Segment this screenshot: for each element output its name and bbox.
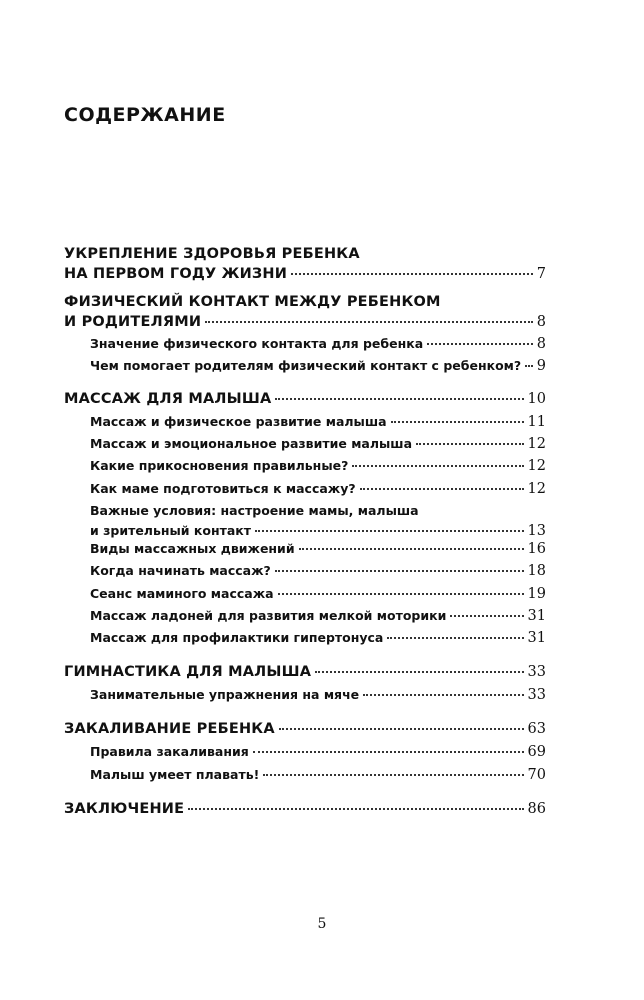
dot-leader	[363, 693, 523, 696]
toc-entry-title: НА ПЕРВОМ ГОДУ ЖИЗНИ	[64, 266, 288, 282]
toc-entry-title: Когда начинать массаж?	[90, 563, 271, 578]
dot-leader	[255, 529, 524, 532]
toc-entry-title-line1: Важные условия: настроение мамы, малыша	[90, 503, 419, 518]
toc-entry	[90, 687, 546, 707]
toc-entry	[90, 436, 546, 456]
dot-leader	[315, 670, 523, 673]
toc-entry-page: 16	[527, 541, 546, 557]
toc-entry-title: ГИМНАСТИКА ДЛЯ МАЛЫША	[64, 664, 312, 680]
toc-entry-page: 12	[527, 436, 546, 452]
dot-leader	[450, 614, 523, 617]
dot-leader	[278, 592, 524, 595]
toc-entry-title-line1: ФИЗИЧЕСКИЙ КОНТАКТ МЕЖДУ РЕБЕНКОМ	[64, 294, 441, 310]
toc-entry	[90, 767, 546, 787]
toc-entry	[90, 336, 546, 356]
toc-entry	[90, 358, 546, 378]
dot-leader	[416, 442, 524, 445]
toc-entry	[64, 294, 546, 334]
toc-entry	[90, 414, 546, 434]
toc-entry	[90, 563, 546, 583]
dot-leader	[275, 569, 524, 572]
toc-entry-title: и зрительный контакт	[90, 523, 252, 538]
toc-entry-page: 31	[527, 608, 546, 624]
toc-entry	[64, 246, 546, 286]
toc-entry-page: 69	[527, 744, 546, 760]
dot-leader	[360, 487, 524, 490]
dot-leader	[275, 397, 523, 400]
dot-leader	[387, 636, 523, 639]
toc-entry	[64, 801, 546, 821]
toc-entry-title: Правила закаливания	[90, 744, 249, 759]
toc-entry	[64, 721, 546, 741]
toc-entry-title: Массаж для профилактики гипертонуса	[90, 630, 384, 645]
dot-leader	[188, 807, 523, 810]
dot-leader	[279, 727, 524, 730]
toc-entry	[90, 630, 546, 650]
toc-entry-page: 70	[527, 767, 546, 783]
dot-leader	[352, 464, 523, 467]
toc-entry-title: Малыш умеет плавать!	[90, 767, 260, 782]
toc-entry-page: 31	[527, 630, 546, 646]
toc-entry-page: 18	[527, 563, 546, 579]
toc-entry-page: 11	[527, 414, 546, 430]
toc-entry	[90, 541, 546, 561]
dot-leader	[299, 547, 524, 550]
toc-entry-page: 86	[527, 801, 546, 817]
toc-entry-title-line1: УКРЕПЛЕНИЕ ЗДОРОВЬЯ РЕБЕНКА	[64, 246, 360, 262]
dot-leader	[263, 773, 523, 776]
toc-entry	[90, 481, 546, 501]
dot-leader	[391, 420, 524, 423]
toc-entry-page: 63	[527, 721, 546, 737]
toc-entry-page: 7	[536, 266, 546, 282]
toc-entry-title: Какие прикосновения правильные?	[90, 458, 349, 473]
toc-entry-page: 33	[527, 664, 546, 680]
page-title: СОДЕРЖАНИЕ	[64, 104, 226, 126]
toc-entry	[64, 664, 546, 684]
toc-entry-page: 12	[527, 458, 546, 474]
toc-entry-page: 8	[536, 336, 546, 352]
toc-entry	[90, 608, 546, 628]
toc-entry-title: Массаж и эмоциональное развитие малыша	[90, 436, 413, 451]
dot-leader	[205, 320, 533, 323]
toc-entry-page: 19	[527, 586, 546, 602]
page-number: 5	[317, 916, 327, 932]
toc-entry-title: Виды массажных движений	[90, 541, 295, 556]
toc-entry-title: Массаж и физическое развитие малыша	[90, 414, 387, 429]
toc-entry-page: 12	[527, 481, 546, 497]
toc-entry-page: 33	[527, 687, 546, 703]
dot-leader	[525, 364, 533, 367]
toc-entry-page: 9	[536, 358, 546, 374]
toc-entry	[64, 391, 546, 411]
toc-entry-title: Как маме подготовиться к массажу?	[90, 481, 356, 496]
dot-leader	[291, 272, 533, 275]
dot-leader	[253, 750, 524, 753]
toc-entry	[90, 503, 546, 543]
toc-entry	[90, 744, 546, 764]
toc-entry	[90, 458, 546, 478]
toc-entry-page: 13	[527, 523, 546, 539]
toc-entry-title: ЗАКЛЮЧЕНИЕ	[64, 801, 185, 817]
toc-entry-page: 10	[527, 391, 546, 407]
dot-leader	[427, 342, 533, 345]
toc-entry-title: Занимательные упражнения на мяче	[90, 687, 360, 702]
toc-entry-title: Сеанс маминого массажа	[90, 586, 274, 601]
toc-entry-title: МАССАЖ ДЛЯ МАЛЫША	[64, 391, 272, 407]
toc-entry-title: И РОДИТЕЛЯМИ	[64, 314, 202, 330]
toc-entry-page: 8	[536, 314, 546, 330]
toc-entry-title: Массаж ладоней для развития мелкой моторики	[90, 608, 447, 623]
toc-entry-title: Чем помогает родителям физический контакт с ребенком?	[90, 358, 522, 373]
toc-entry	[90, 586, 546, 606]
toc-entry-title: Значение физического контакта для ребенка	[90, 336, 424, 351]
toc-entry-title: ЗАКАЛИВАНИЕ РЕБЕНКА	[64, 721, 275, 737]
